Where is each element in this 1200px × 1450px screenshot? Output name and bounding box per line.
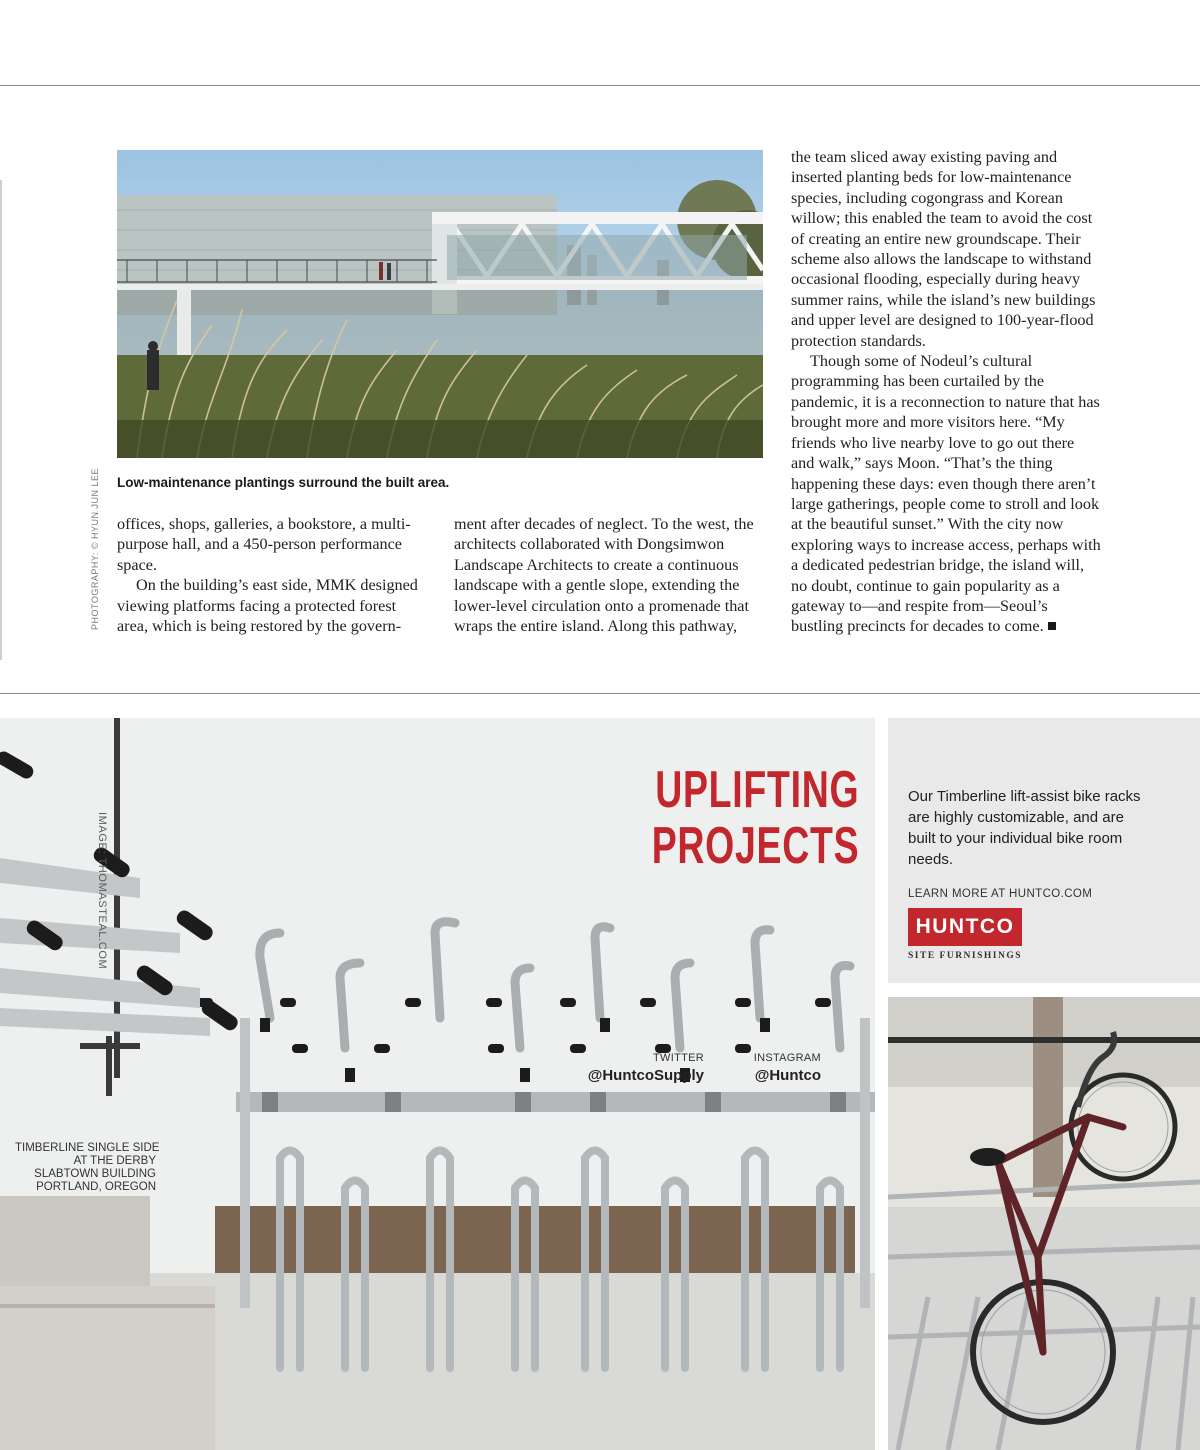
article-photo [117,150,763,458]
ad-divider-rule [0,693,1200,694]
article-column-1 [117,514,427,636]
article-column-2 [454,514,764,636]
photo-credit: PHOTOGRAPHY: © HYUN JUN LEE [90,468,100,630]
article-column-3 [791,147,1101,637]
ad-image-credit: IMAGE: THOMASTEAL.COM [96,812,108,970]
ad-pitch: Our Timberline lift-assist bike racks are highly customizable, and are built to your individual bike room needs. [908,788,1141,868]
article-paragraph: offices, shops, galleries, a bookstore, a multi-purpose hall, and a 450-person performance space. [117,515,411,574]
ad-headline-line: PROJECTS [651,817,859,875]
article-paragraph-text: Though some of Nodeul’s cultural programming has been curtailed by the pandemic, it is a reconnection to nature that has brought more and more visitors here. “My friends who live nearby love to go out there and walk,” says Moon. “That’s the thing happening these days: even though there aren’t large gatherings, people come to stroll and look at the beautiful sunset.” With the city now exploring ways to increase access, perhaps with a dedicated pedestrian bridge, the island will, no doubt, continue to gain popularity as a gateway to—and respite from—Seoul’s bustling precincts for decades to come. [791,352,1101,636]
ad-headline-line: UPLIFTING [654,761,859,819]
location-line: AT THE DERBY [73,1155,156,1167]
article-paragraph [791,351,1101,637]
ad-location-caption [15,1142,160,1194]
ad-text-panel [888,718,1200,983]
twitter-label: TWITTER [653,1052,704,1064]
ad-main-photo [0,718,875,1450]
top-rule [0,85,1200,86]
instagram-link[interactable] [754,1052,821,1084]
twitter-link[interactable] [588,1052,704,1084]
huntco-logo [908,908,1022,946]
location-line: SLABTOWN BUILDING [34,1168,156,1180]
end-mark-icon [1048,622,1056,630]
logo-tagline: SITE FURNISHINGS [908,951,1023,961]
page-edge [0,180,2,660]
learn-more-link[interactable]: LEARN MORE AT HUNTCO.COM [908,888,1093,900]
article-paragraph: ment after decades of neglect. To the west, the architects collaborated with Dongsimwon Landscape Architects to create a continuous landscape with a gentle slope, extending the lower-level circulation onto a promenade that wraps the entire island. Along this pathway, [454,515,754,636]
ad-headline [651,762,859,874]
ad-bike-photo [888,997,1200,1450]
article-paragraph: the team sliced away existing paving and inserted planting beds for low-maintenance species, including cogongrass and Korean willow; this enabled the team to avoid the cost of creating an entire new groundscape. Their scheme also allows the landscape to withstand occasional flooding, especially during heavy summer rains, while the island’s new buildings and upper level are designed to 100-year-flood protection standards. [791,148,1096,350]
logo-text: HUNTCO [915,915,1015,938]
article-paragraph: On the building’s east side, MMK designed viewing platforms facing a protected forest area, which is being restored by the govern- [117,576,418,636]
location-line: TIMBERLINE SINGLE SIDE [15,1142,160,1154]
photo-caption: Low-maintenance plantings surround the built area. [117,475,450,490]
instagram-handle: @Huntco [754,1067,821,1084]
twitter-handle: @HuntcoSupply [587,1067,704,1084]
location-line: PORTLAND, OREGON [36,1181,156,1193]
instagram-label: INSTAGRAM [753,1052,821,1064]
